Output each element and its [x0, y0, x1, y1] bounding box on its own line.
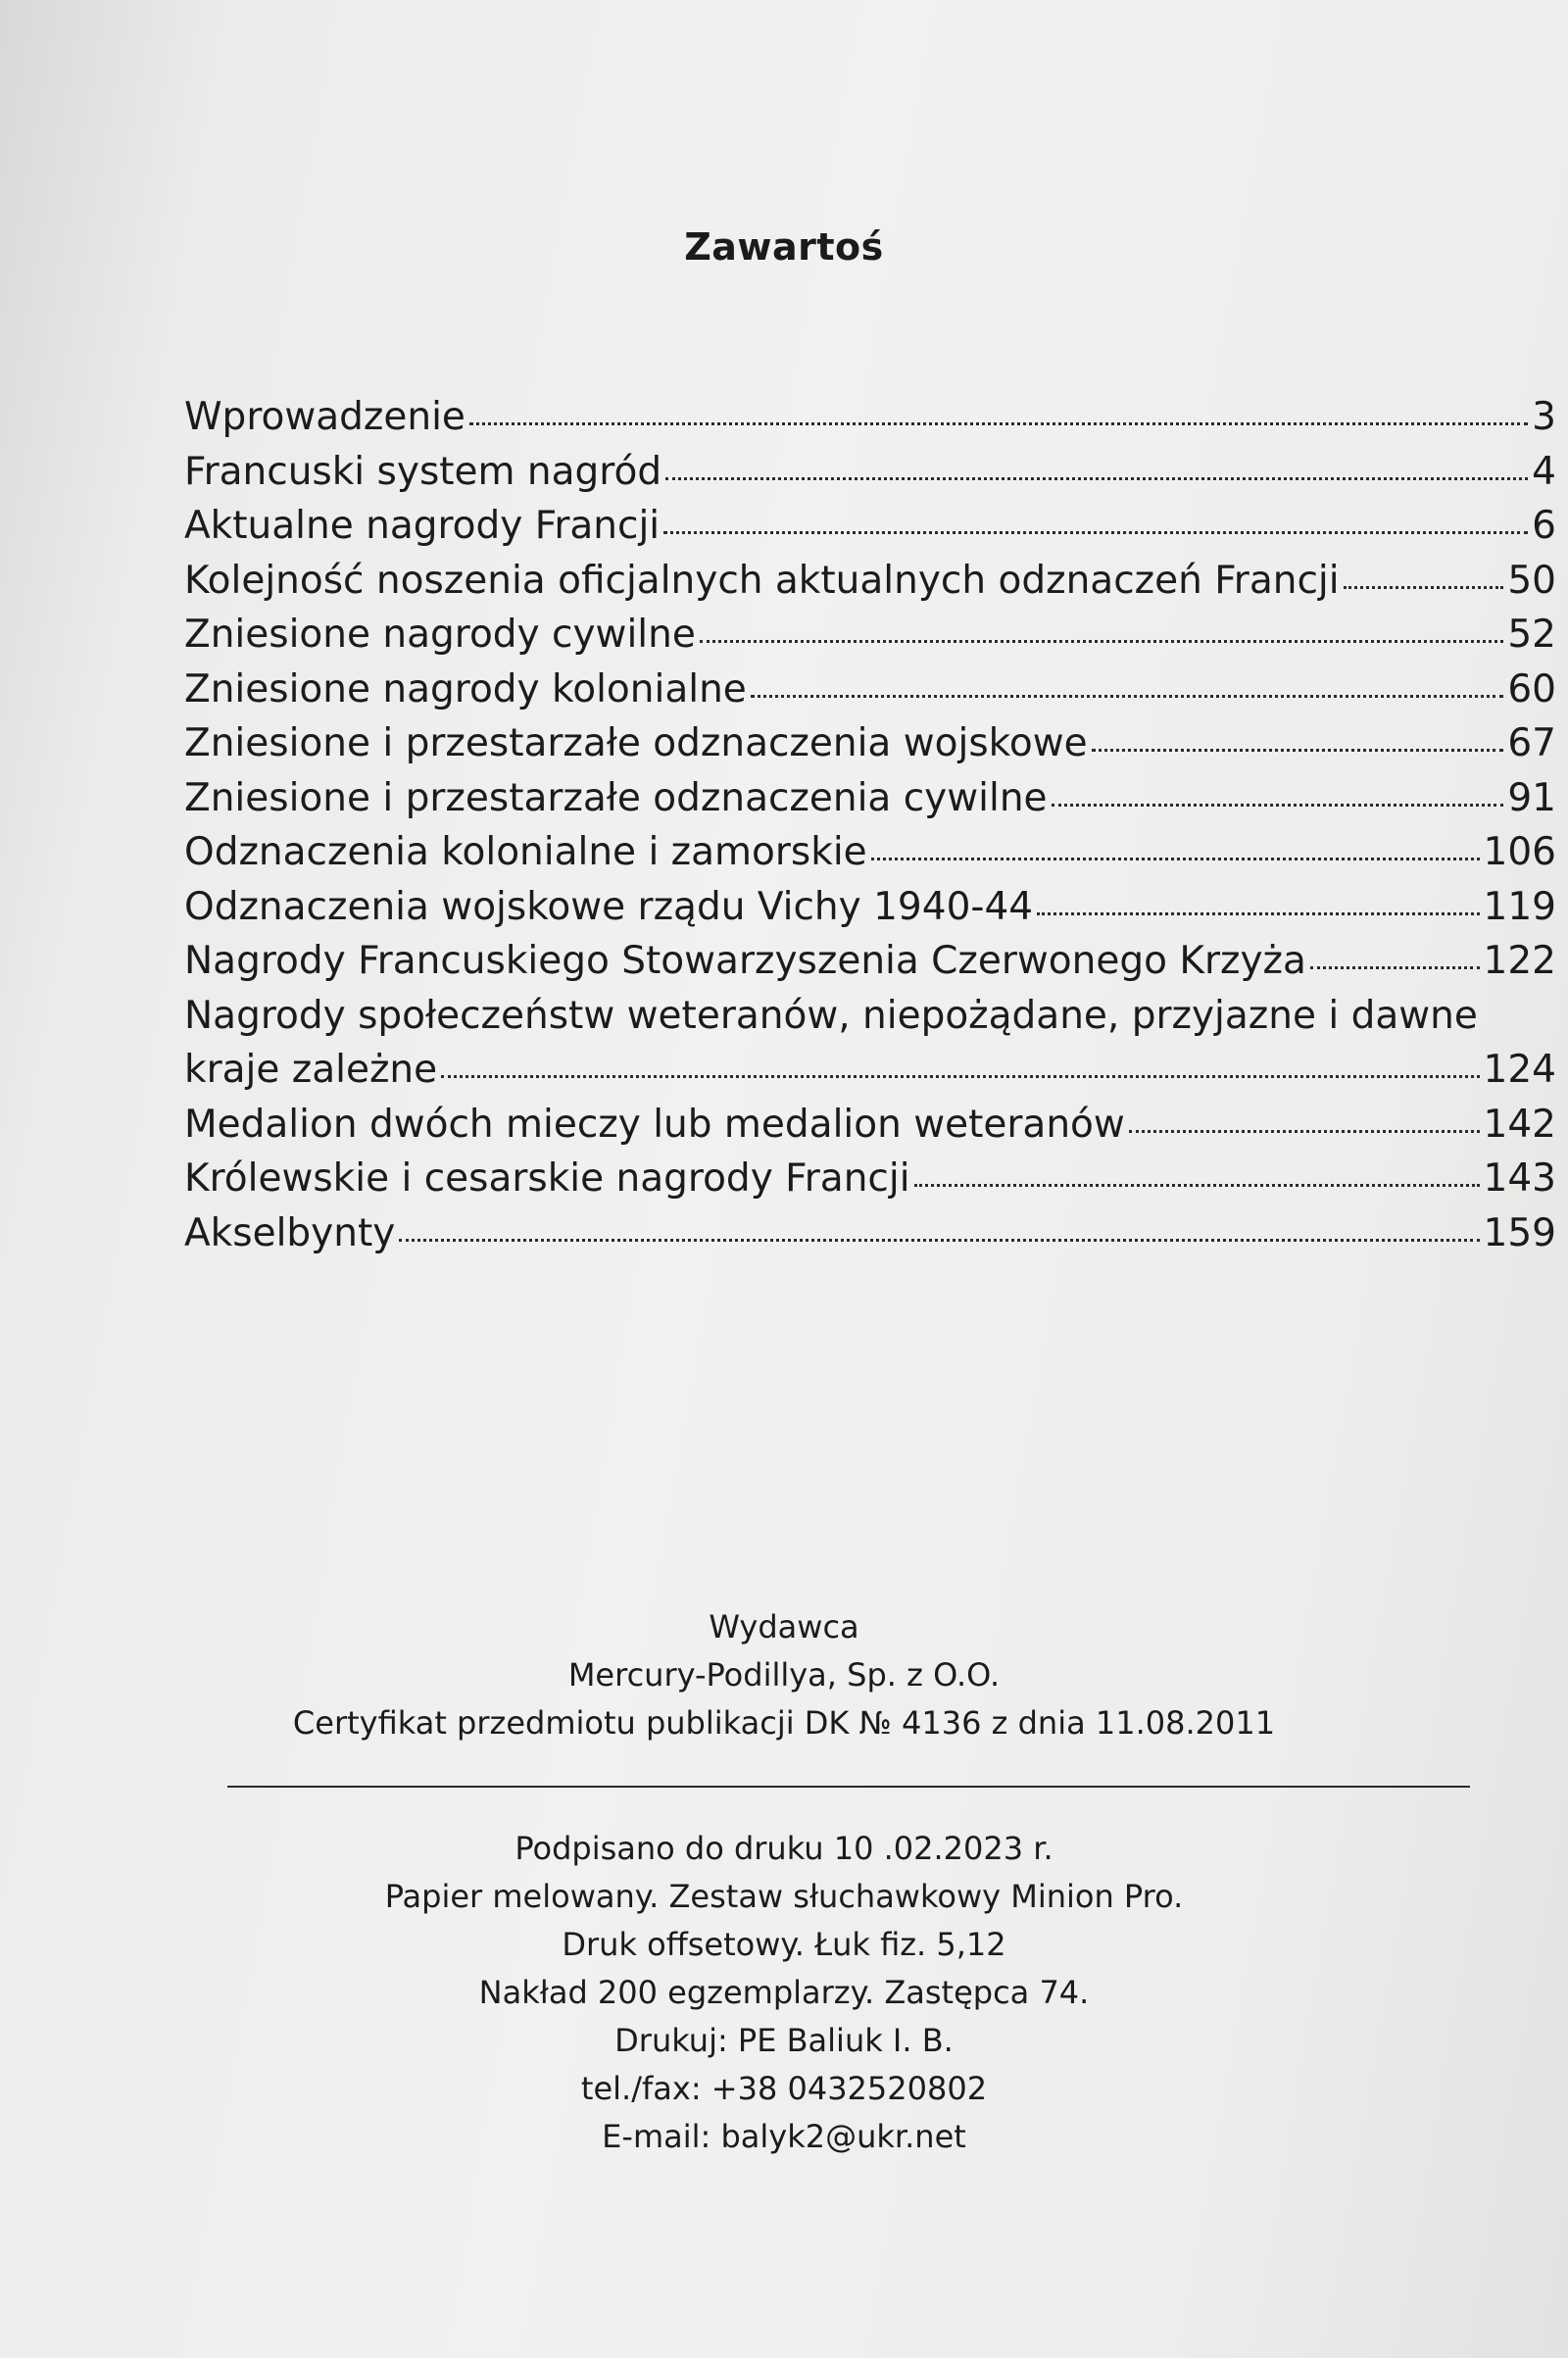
toc-entry	[184, 934, 1556, 989]
toc-entry-page: 122	[1483, 939, 1556, 983]
toc-entry	[184, 608, 1556, 663]
leader-dots	[1052, 796, 1504, 807]
toc-entry-page: 6	[1532, 504, 1556, 548]
toc-entry	[184, 390, 1556, 445]
toc-entry-label: Aktualne nagrody Francji	[184, 504, 661, 548]
toc-entry	[184, 1152, 1556, 1206]
toc-entry	[184, 825, 1556, 880]
toc-entry	[184, 1098, 1556, 1153]
leader-dots	[665, 469, 1528, 480]
toc-entry-label: Zniesione i przestarzałe odznaczenia wojskowe	[184, 721, 1088, 765]
toc-entry-page: 142	[1483, 1102, 1556, 1147]
toc-entry	[184, 663, 1556, 717]
toc-entry	[184, 1206, 1556, 1261]
toc-entry-page: 4	[1532, 449, 1556, 494]
printing-line: Podpisano do druku 10 .02.2023 r.	[514, 1830, 1054, 1867]
leader-dots	[441, 1067, 1479, 1078]
toc-entry-page: 67	[1507, 721, 1556, 765]
toc-entry-page: 143	[1483, 1156, 1556, 1201]
leader-dots	[1037, 905, 1479, 915]
toc-entry-page: 91	[1507, 775, 1556, 820]
publisher-block	[0, 1603, 1568, 1747]
toc-entry-label: Królewskie i cesarskie nagrody Francji	[184, 1156, 910, 1201]
toc-entry-page: 119	[1483, 884, 1556, 929]
leader-dots	[1129, 1122, 1480, 1133]
toc-title: Zawartoś	[684, 225, 884, 269]
toc-entry-label: Zniesione i przestarzałe odznaczenia cywilne	[184, 775, 1048, 820]
leader-dots	[469, 415, 1528, 425]
printing-line: Nakład 200 egzemplarzy. Zastępca 74.	[478, 1974, 1090, 2011]
printing-line: tel./fax: +38 0432520802	[580, 2070, 988, 2107]
toc-entry-label: Odznaczenia wojskowe rządu Vichy 1940-44	[184, 884, 1034, 929]
toc-entry	[184, 1043, 1556, 1098]
toc-entry-label: Kolejność noszenia oficjalnych aktualnych odznaczeń Francji	[184, 558, 1340, 603]
publisher-heading: Wydawca	[709, 1608, 859, 1646]
leader-dots	[399, 1231, 1479, 1242]
toc-entry	[184, 499, 1556, 554]
leader-dots	[914, 1176, 1480, 1187]
publisher-name: Mercury-Podillya, Sp. z O.O.	[567, 1656, 1001, 1694]
toc-entry-label-line1: Nagrody społeczeństw weteranów, niepożądane, przyjazne i dawne	[184, 993, 1478, 1038]
toc-entry-label: Zniesione nagrody cywilne	[184, 613, 696, 657]
toc-entry	[184, 880, 1556, 935]
toc-entry-label: Nagrody Francuskiego Stowarzyszenia Czerwonego Krzyża	[184, 939, 1306, 983]
toc-entry-label: Akselbynty	[184, 1210, 396, 1255]
leader-dots	[871, 850, 1480, 860]
leader-dots	[751, 687, 1504, 698]
toc-entry-page: 52	[1507, 613, 1556, 657]
toc-entry-label: Medalion dwóch mieczy lub medalion weteranów	[184, 1102, 1125, 1147]
leader-dots	[663, 523, 1528, 534]
toc-entry-label: Francuski system nagród	[184, 449, 662, 494]
toc-entry-label: Zniesione nagrody kolonialne	[184, 666, 747, 712]
toc-entry-page: 3	[1532, 395, 1556, 439]
leader-dots	[1344, 578, 1504, 589]
leader-dots	[1092, 741, 1504, 752]
toc-entry-first-line	[184, 989, 1556, 1044]
toc-entry-page: 60	[1507, 666, 1556, 712]
toc-entry	[184, 716, 1556, 771]
toc-entry-label: Odznaczenia kolonialne i zamorskie	[184, 830, 867, 874]
printing-line: Papier melowany. Zestaw słuchawkowy Minion Pro.	[384, 1878, 1184, 1915]
leader-dots	[1310, 958, 1480, 969]
leader-dots	[700, 632, 1504, 643]
toc-entry-page: 50	[1507, 558, 1556, 603]
toc-entry	[184, 771, 1556, 826]
publisher-certificate: Certyfikat przedmiotu publikacji DK № 4136 z dnia 11.08.2011	[292, 1704, 1276, 1742]
printing-details	[0, 1825, 1568, 2161]
toc-entry	[184, 445, 1556, 500]
toc-entry-label: Wprowadzenie	[184, 395, 466, 439]
printing-line: Drukuj: PE Baliuk I. B.	[614, 2022, 954, 2059]
printing-line: Druk offsetowy. Łuk fiz. 5,12	[562, 1926, 1006, 1963]
toc-entry-page: 124	[1483, 1048, 1556, 1092]
toc-entry	[184, 554, 1556, 609]
toc-entry-label: kraje zależne	[184, 1048, 438, 1092]
toc-entry-page: 159	[1483, 1210, 1556, 1255]
table-of-contents	[184, 390, 1556, 1260]
toc-entry-page: 106	[1483, 830, 1556, 874]
divider-line	[227, 1786, 1470, 1788]
printing-line: E-mail: balyk2@ukr.net	[602, 2118, 966, 2155]
